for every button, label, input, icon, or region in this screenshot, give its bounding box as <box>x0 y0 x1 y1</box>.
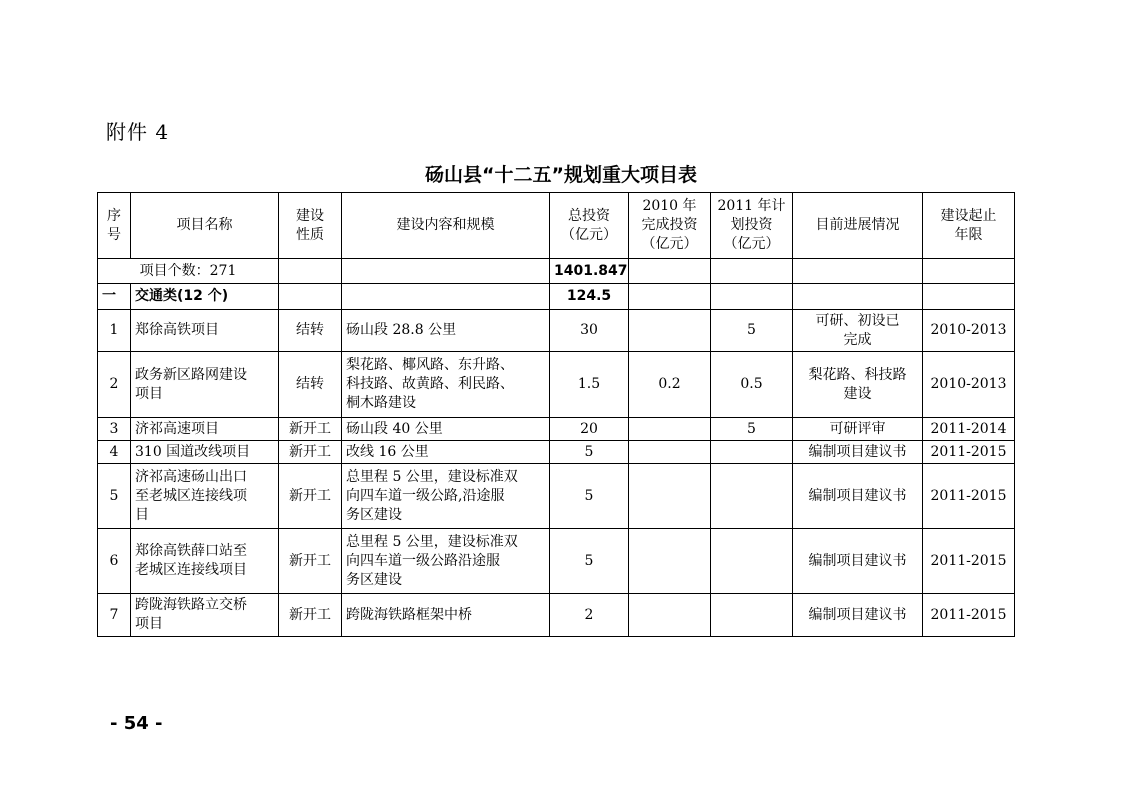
cell-period: 2011-2015 <box>923 464 1015 529</box>
cell-name: 政务新区路网建设 项目 <box>131 352 279 418</box>
cell-done2010: 0.2 <box>629 352 711 418</box>
header-done2010: 2010 年 完成投资 （亿元） <box>629 193 711 259</box>
header-progress: 目前进展情况 <box>793 193 923 259</box>
cell-content: 梨花路、椰风路、东升路、 科技路、故黄路、利民路、 桐木路建设 <box>342 352 550 418</box>
cell-progress: 编制项目建议书 <box>793 529 923 594</box>
projects-table <box>97 192 1015 637</box>
cell-done2010 <box>629 441 711 464</box>
category-index: 一 <box>98 284 131 310</box>
category-empty <box>279 284 342 310</box>
cell-name: 跨陇海铁路立交桥 项目 <box>131 594 279 637</box>
cell-done2010 <box>629 310 711 352</box>
cell-content: 跨陇海铁路框架中桥 <box>342 594 550 637</box>
category-empty <box>342 284 550 310</box>
cell-content: 砀山段 28.8 公里 <box>342 310 550 352</box>
summary-empty <box>711 259 793 284</box>
cell-progress: 编制项目建议书 <box>793 594 923 637</box>
table-row <box>98 441 1015 464</box>
summary-empty <box>793 259 923 284</box>
document-title: 砀山县“十二五”规划重大项目表 <box>425 164 697 186</box>
summary-empty <box>923 259 1015 284</box>
cell-seq: 3 <box>98 418 131 441</box>
cell-seq: 6 <box>98 529 131 594</box>
cell-period: 2011-2014 <box>923 418 1015 441</box>
cell-content: 改线 16 公里 <box>342 441 550 464</box>
cell-progress: 编制项目建议书 <box>793 464 923 529</box>
cell-plan2011: 5 <box>711 310 793 352</box>
cell-nature: 新开工 <box>279 594 342 637</box>
cell-content: 总里程 5 公里，建设标准双 向四车道一级公路,沿途服 务区建设 <box>342 464 550 529</box>
cell-plan2011 <box>711 441 793 464</box>
cell-content: 砀山段 40 公里 <box>342 418 550 441</box>
table-row <box>98 594 1015 637</box>
cell-period: 2011-2015 <box>923 441 1015 464</box>
cell-name: 310 国道改线项目 <box>131 441 279 464</box>
cell-nature: 新开工 <box>279 464 342 529</box>
category-row <box>98 284 1015 310</box>
cell-seq: 2 <box>98 352 131 418</box>
table-row <box>98 529 1015 594</box>
attachment-label: 附件 4 <box>106 120 170 144</box>
cell-name: 济祁高速项目 <box>131 418 279 441</box>
summary-row <box>98 259 1015 284</box>
category-empty <box>923 284 1015 310</box>
category-empty <box>629 284 711 310</box>
cell-total: 5 <box>550 464 629 529</box>
cell-total: 1.5 <box>550 352 629 418</box>
table-row <box>98 418 1015 441</box>
cell-period: 2011-2015 <box>923 594 1015 637</box>
cell-progress: 编制项目建议书 <box>793 441 923 464</box>
header-name: 项目名称 <box>131 193 279 259</box>
cell-nature: 新开工 <box>279 529 342 594</box>
header-content: 建设内容和规模 <box>342 193 550 259</box>
cell-progress: 可研评审 <box>793 418 923 441</box>
header-nature: 建设 性质 <box>279 193 342 259</box>
cell-total: 5 <box>550 529 629 594</box>
cell-plan2011 <box>711 529 793 594</box>
table-row <box>98 464 1015 529</box>
cell-name: 济祁高速砀山出口 至老城区连接线项 目 <box>131 464 279 529</box>
cell-nature: 新开工 <box>279 418 342 441</box>
summary-count: 项目个数：271 <box>98 259 279 284</box>
cell-plan2011: 0.5 <box>711 352 793 418</box>
table-row <box>98 352 1015 418</box>
cell-plan2011 <box>711 464 793 529</box>
cell-name: 郑徐高铁项目 <box>131 310 279 352</box>
cell-seq: 1 <box>98 310 131 352</box>
summary-empty <box>279 259 342 284</box>
summary-empty <box>342 259 550 284</box>
category-name: 交通类(12 个) <box>131 284 279 310</box>
table-row <box>98 310 1015 352</box>
cell-done2010 <box>629 529 711 594</box>
header-seq: 序 号 <box>98 193 131 259</box>
cell-done2010 <box>629 594 711 637</box>
cell-done2010 <box>629 464 711 529</box>
header-row <box>98 193 1015 259</box>
cell-total: 5 <box>550 441 629 464</box>
cell-progress: 梨花路、科技路 建设 <box>793 352 923 418</box>
cell-period: 2010-2013 <box>923 352 1015 418</box>
cell-period: 2010-2013 <box>923 310 1015 352</box>
cell-seq: 4 <box>98 441 131 464</box>
cell-progress: 可研、初设已 完成 <box>793 310 923 352</box>
cell-seq: 5 <box>98 464 131 529</box>
cell-seq: 7 <box>98 594 131 637</box>
header-total: 总投资 （亿元） <box>550 193 629 259</box>
category-empty <box>793 284 923 310</box>
cell-total: 2 <box>550 594 629 637</box>
cell-nature: 结转 <box>279 310 342 352</box>
cell-period: 2011-2015 <box>923 529 1015 594</box>
category-total: 124.5 <box>550 284 629 310</box>
cell-nature: 新开工 <box>279 441 342 464</box>
summary-total: 1401.847 <box>550 259 629 284</box>
cell-total: 20 <box>550 418 629 441</box>
page-number: - 54 - <box>110 713 163 734</box>
cell-plan2011 <box>711 594 793 637</box>
header-plan2011: 2011 年计 划投资 （亿元） <box>711 193 793 259</box>
header-period: 建设起止 年限 <box>923 193 1015 259</box>
category-empty <box>711 284 793 310</box>
cell-total: 30 <box>550 310 629 352</box>
summary-empty <box>629 259 711 284</box>
cell-nature: 结转 <box>279 352 342 418</box>
cell-content: 总里程 5 公里，建设标准双 向四车道一级公路沿途服 务区建设 <box>342 529 550 594</box>
cell-name: 郑徐高铁薛口站至 老城区连接线项目 <box>131 529 279 594</box>
cell-done2010 <box>629 418 711 441</box>
cell-plan2011: 5 <box>711 418 793 441</box>
